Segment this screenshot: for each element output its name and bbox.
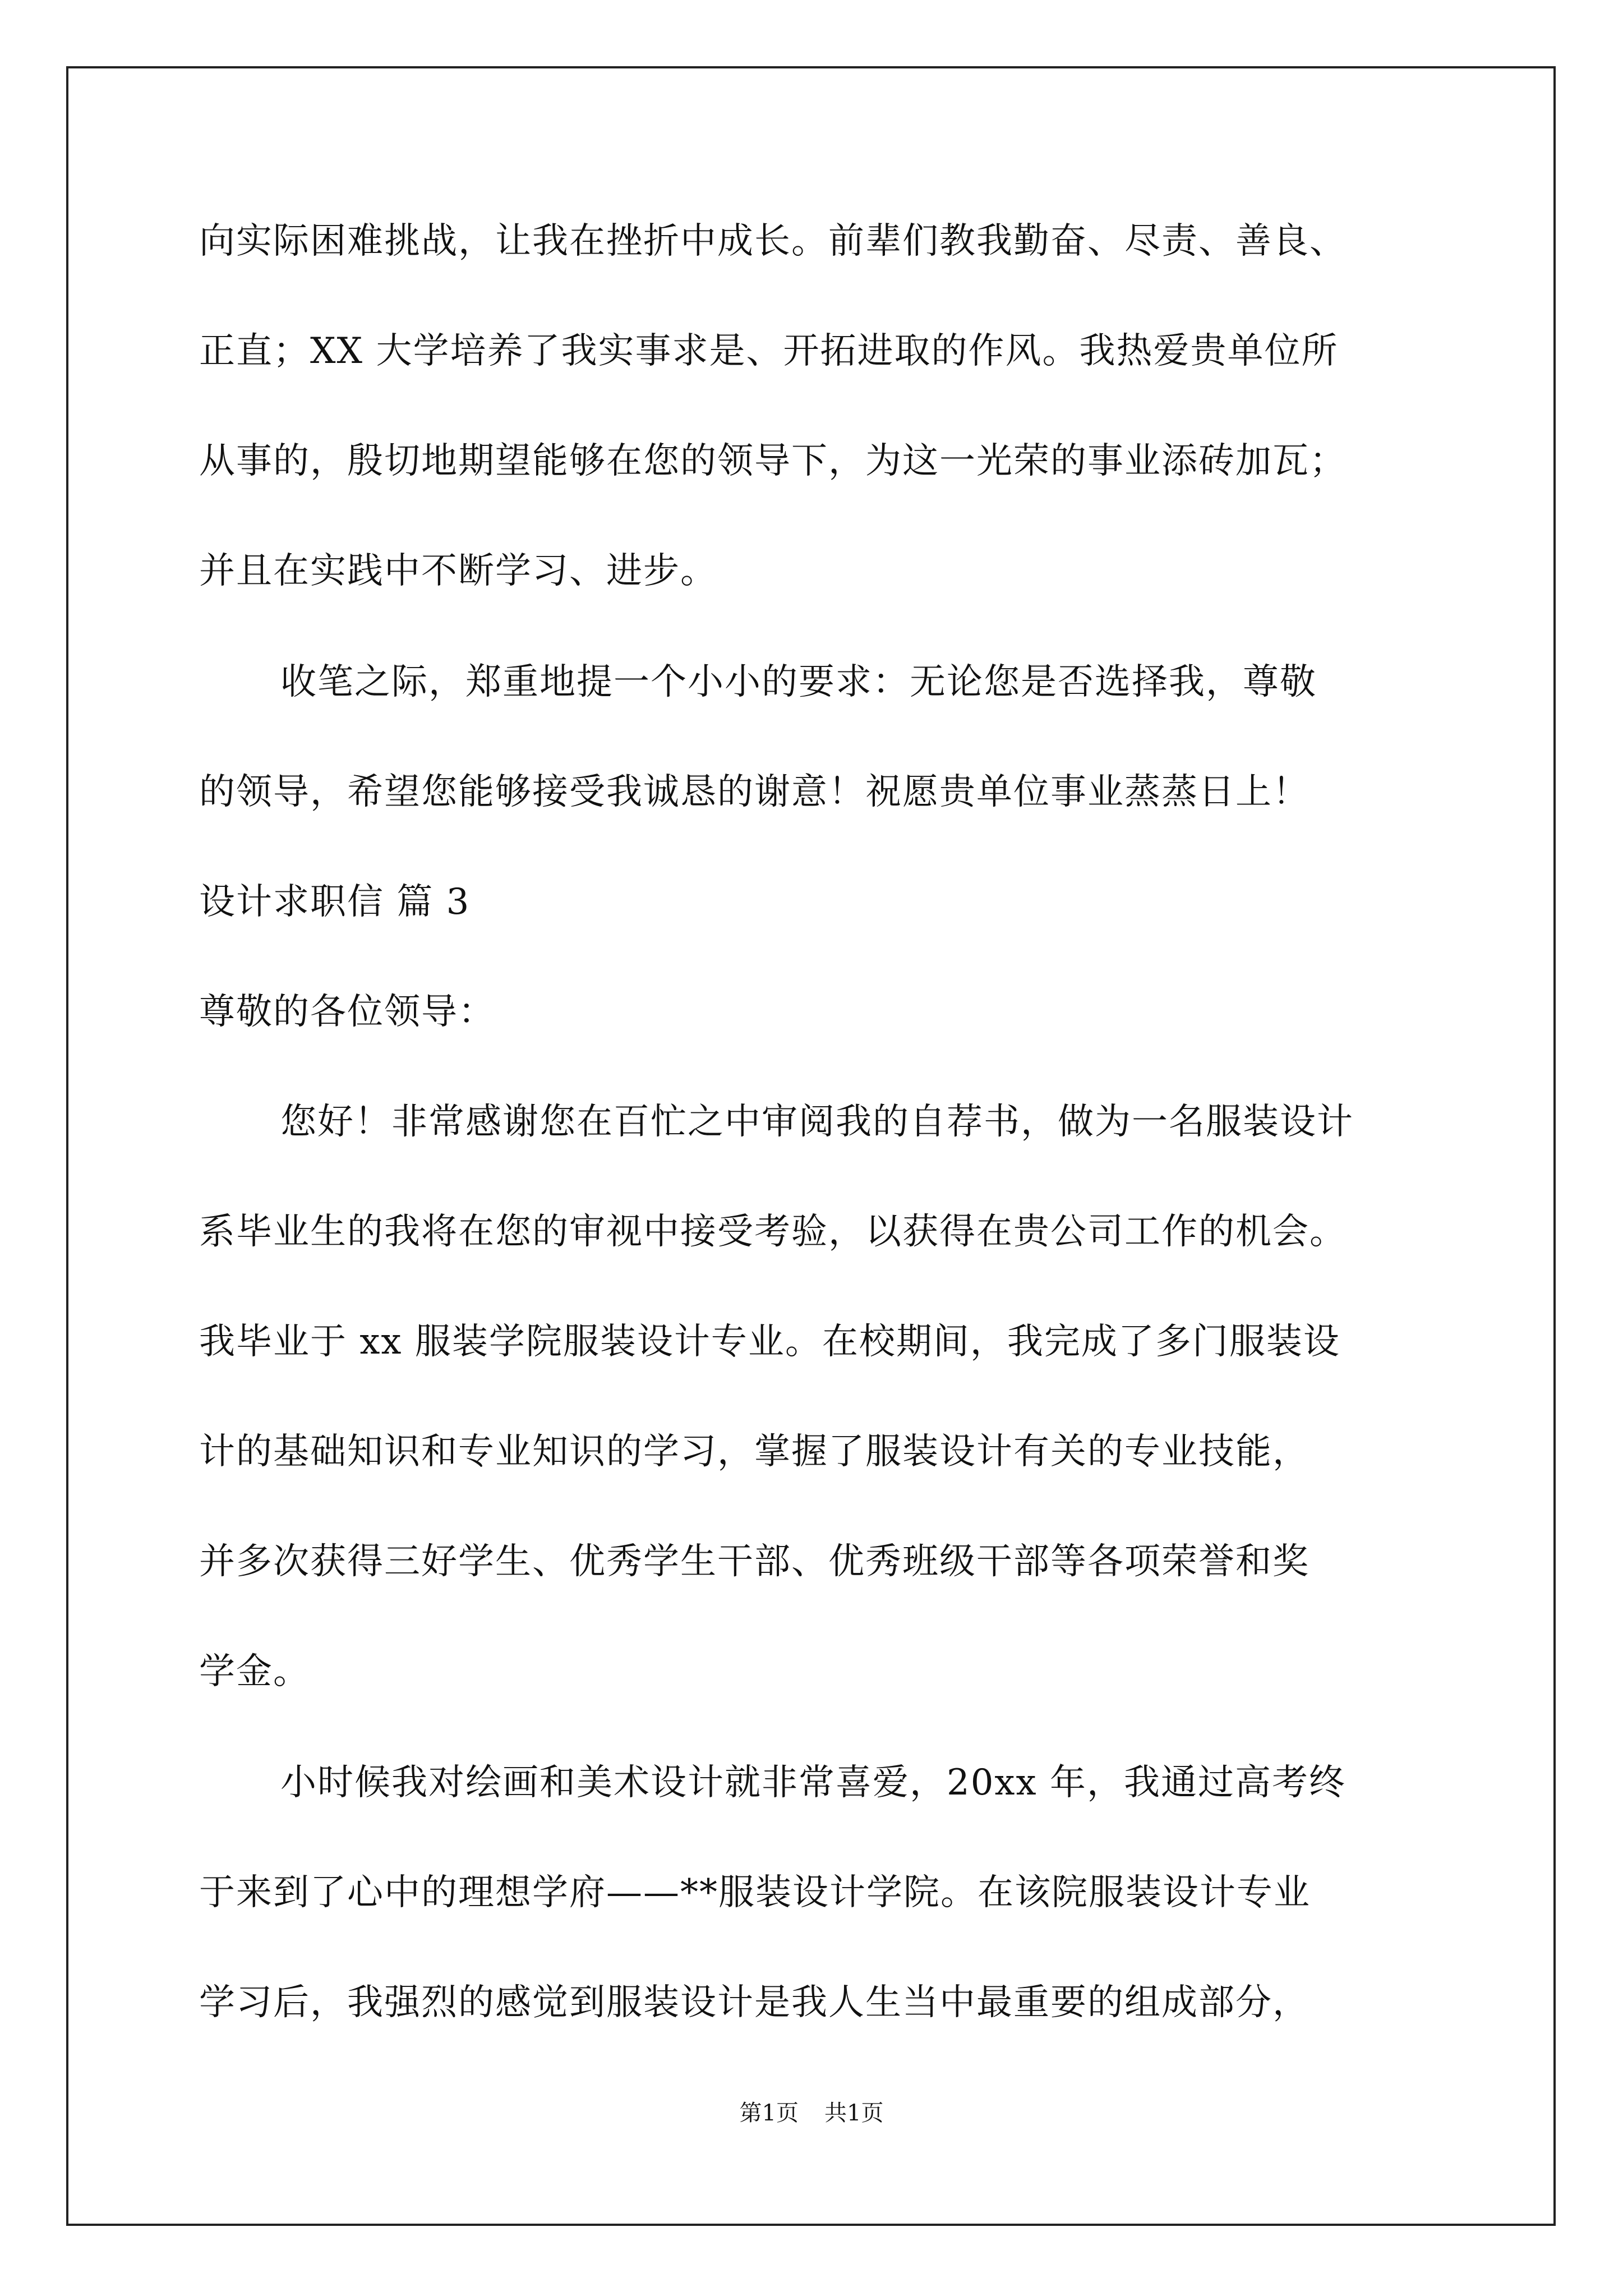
text-line: 并且在实践中不断学习、进步。 [199, 550, 717, 592]
text-line: 向实际困难挑战，让我在挫折中成长。前辈们教我勤奋、尽责、善良、 [199, 220, 1347, 262]
text-line: 正直；XX 大学培养了我实事求是、开拓进取的作风。我热爱贵单位所 [199, 330, 1339, 372]
paragraph-first-line: 小时候我对绘画和美术设计就非常喜爱，20xx 年，我通过高考终 [280, 1762, 1346, 1803]
text-line: 从事的，殷切地期望能够在您的领导下，为这一光荣的事业添砖加瓦； [199, 440, 1347, 482]
text-line: 我毕业于 xx 服装学院服装设计专业。在校期间，我完成了多门服装设 [199, 1321, 1340, 1363]
page-footer [0, 2095, 1623, 2127]
page-number: 第1页 [739, 2100, 799, 2126]
text-line: 系毕业生的我将在您的审视中接受考验，以获得在贵公司工作的机会。 [199, 1211, 1347, 1253]
salutation: 尊敬的各位领导： [199, 991, 495, 1033]
text-line: 计的基础知识和专业知识的学习，掌握了服装设计有关的专业技能， [199, 1431, 1310, 1473]
text-line: 学金。 [199, 1651, 310, 1692]
text-line: 于来到了心中的理想学府——**服装设计学院。在该院服装设计专业 [199, 1872, 1311, 1913]
paragraph-first-line: 您好！非常感谢您在百忙之中审阅我的自荐书，做为一名服装设计 [280, 1101, 1354, 1143]
section-heading: 设计求职信 篇 3 [199, 881, 471, 923]
text-line: 并多次获得三好学生、优秀学生干部、优秀班级干部等各项荣誉和奖 [199, 1541, 1310, 1582]
text-line: 的领导，希望您能够接受我诚恳的谢意！祝愿贵单位事业蒸蒸日上！ [199, 771, 1310, 813]
text-line: 学习后，我强烈的感觉到服装设计是我人生当中最重要的组成部分， [199, 1982, 1310, 2023]
page-total: 共1页 [824, 2100, 884, 2126]
paragraph-first-line: 收笔之际，郑重地提一个小小的要求：无论您是否选择我，尊敬 [280, 661, 1317, 703]
